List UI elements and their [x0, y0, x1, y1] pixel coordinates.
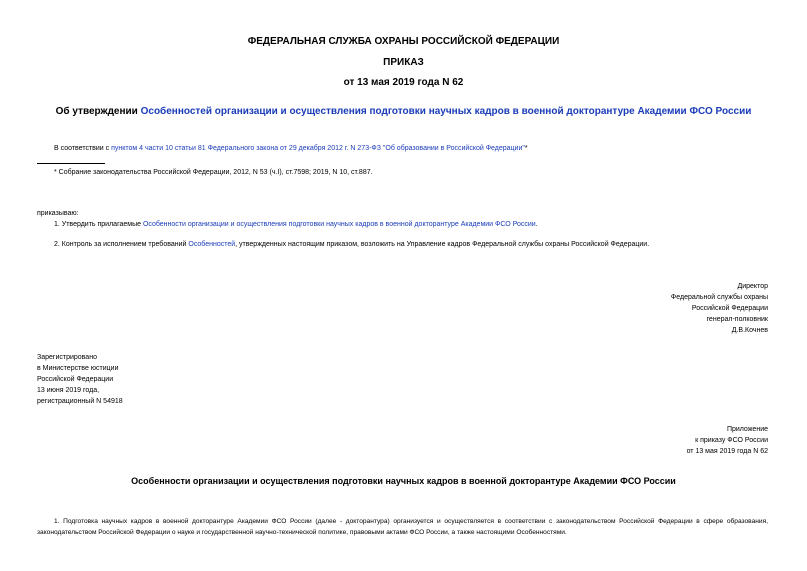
order-item-1-link[interactable]: Особенности организации и осуществления подготовки научных кадров в военной докторантуре Академии ФСО России: [142, 221, 536, 228]
signature-position: Директор: [737, 283, 768, 290]
order-item-1-text: 1. Утвердить прилагаемые: [54, 221, 143, 228]
registration-number: регистрационный N 54918: [37, 398, 123, 405]
doc-type-heading: ПРИКАЗ: [383, 57, 424, 68]
registration-block: [37, 352, 257, 407]
preamble-law-link[interactable]: пунктом 4 части 10 статьи 81 Федерального закона от 29 декабря 2012 г. N 273-ФЗ "Об образовании в Российской Федерации": [111, 145, 525, 152]
registration-line-3: Российской Федерации: [37, 376, 114, 383]
registration-line-1: Зарегистрировано: [37, 354, 97, 361]
signature-country: Российской Федерации: [691, 305, 768, 312]
signature-agency: Федеральной службы охраны: [670, 294, 768, 301]
appendix-label: Приложение: [726, 426, 768, 433]
footnote-divider: [37, 163, 105, 164]
order-item-2-link[interactable]: Особенностей: [188, 241, 236, 248]
signature-block: [560, 281, 768, 336]
section-title: Особенности организации и осуществления подготовки научных кадров в военной докторантуре Академии ФСО России: [131, 476, 676, 486]
registration-date: 13 июня 2019 года,: [37, 387, 100, 394]
order-title: [0, 106, 807, 118]
preamble-text: В соответствии с: [54, 145, 112, 152]
order-item-2-end: , утвержденных настоящим приказом, возложить на Управление кадров Федеральной службы охраны Российской Федерации.: [235, 241, 650, 248]
registration-line-2: в Министерстве юстиции: [37, 365, 119, 372]
appendix-block: [560, 424, 768, 457]
doc-date-heading: от 13 мая 2019 года N 62: [343, 77, 464, 88]
order-item-2-text: 2. Контроль за исполнением требований: [54, 241, 189, 248]
order-item-1-end: .: [535, 221, 538, 228]
section-paragraph-1: 1. Подготовка научных кадров в военной докторантуре Академии ФСО России (далее - докторантура) организуется и осуществляется в соответствии с законодательством Российской Федерации в сфере образования, законодательством Российской Федерации о науке и государственной научно-технической политике, правовыми актами ФСО России, а также настоящими Особенностями.: [37, 518, 768, 536]
preamble: [54, 143, 794, 154]
order-item-1: [54, 219, 794, 230]
appendix-reference: к приказу ФСО России: [695, 437, 768, 444]
order-title-link[interactable]: Особенностей организации и осуществления подготовки научных кадров в военной докторантуре Академии ФСО России: [140, 106, 752, 117]
signature-name: Д.В.Кочнев: [731, 327, 768, 334]
footnote-marker: *: [524, 145, 528, 152]
signature-rank: генерал-полковник: [706, 316, 768, 323]
appendix-date: от 13 мая 2019 года N 62: [686, 448, 768, 455]
order-title-prefix: Об утверждении: [55, 106, 141, 117]
agency-heading: ФЕДЕРАЛЬНАЯ СЛУЖБА ОХРАНЫ РОССИЙСКОЙ ФЕДЕРАЦИИ: [247, 36, 560, 47]
order-item-2: [54, 239, 794, 250]
order-intro: приказываю:: [37, 210, 79, 217]
footnote-text: * Собрание законодательства Российской Федерации, 2012, N 53 (ч.I), ст.7598; 2019, N 10, ст.887.: [54, 169, 373, 176]
